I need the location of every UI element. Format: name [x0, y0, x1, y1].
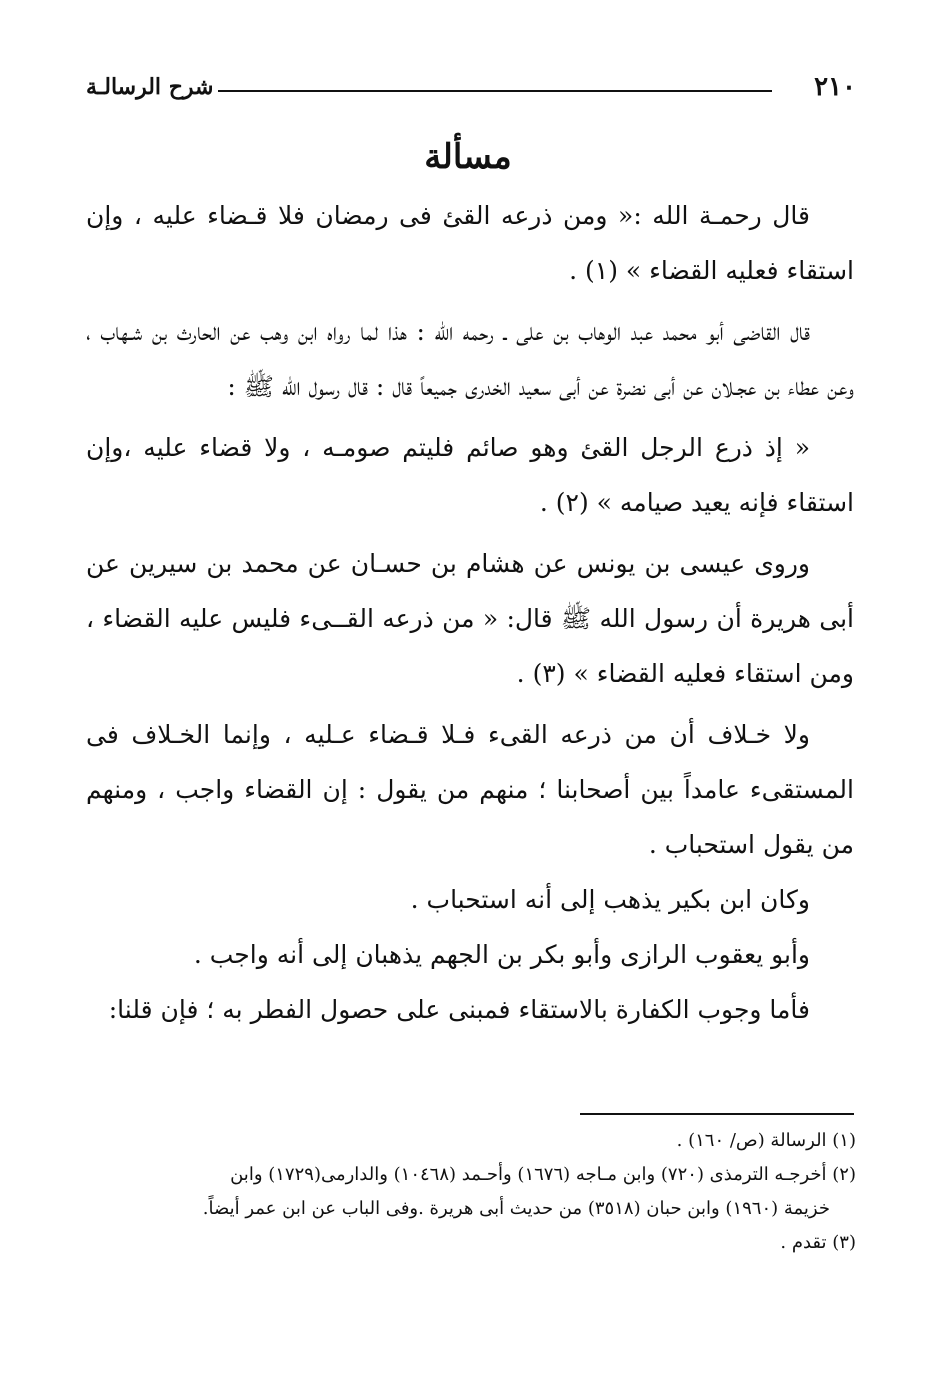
header-rule — [218, 90, 772, 92]
paragraph: « إذ ذرع الرجل القئ وهو صائم فليتم صومـه ، ولا قضاء عليه ،وإن استقاء فإنه يعيد صيامه » (٢) . — [86, 433, 854, 517]
section-title: مسألة — [424, 137, 512, 177]
paragraph: وأبو يعقوب الرازى وأبو بكر بن الجهم يذهبان إلى أنه واجب . — [193, 940, 810, 969]
footnote-1: (١) الرسالة (ص/ ١٦٠) . — [676, 1130, 856, 1151]
paragraph: فأما وجوب الكفارة بالاستقاء فمبنى على حصول الفطر به ؛ فإن قلنا: — [108, 995, 810, 1024]
page-header — [86, 70, 856, 104]
footnotes — [86, 1124, 856, 1260]
footnote-2: (٢) أخرجـه الترمذى (٧٢٠) وابن مـاجه (١٦٧٦) وأحـمد (١٠٤٦٨) والدارمى(١٧٢٩) وابن — [230, 1164, 856, 1185]
paragraph: قال القاضى أبو محمد عبد الوهاب بن على ـ رحمه الله : هذا لما رواه ابن وهب عن الحارث بن شـهاب ، وعن عطاء بن عجـلان عن أبى نضرة عن أبى سعيد الخدرى جميعاً قال : قال رسول الله ﷺ : — [86, 317, 854, 401]
footnote-3: (٣) تقدم . — [780, 1232, 856, 1253]
paragraph: ولا خـلاف أن من ذرعه القىء فـلا قـضاء عـليه ، وإنما الخـلاف فى المستقىء عامداً بين أصحابنا ؛ منهم من يقول : إن القضاء واجب ، ومنهم من يقول استحباب . — [86, 720, 854, 859]
paragraph: قال رحمـة الله :« ومن ذرعه القئ فى رمضان فلا قـضاء عليه ، وإن استقاء فعليه القضاء » (١) . — [86, 201, 854, 285]
page-number: ٢١٠ — [814, 72, 856, 102]
running-title: شرح الرسالـة — [86, 74, 214, 100]
paragraph: وكان ابن بكير يذهب إلى أنه استحباب . — [410, 885, 810, 914]
body-text — [86, 188, 854, 1037]
footnote-rule — [580, 1113, 854, 1115]
paragraph: وروى عيسى بن يونس عن هشام بن حسـان عن محمد بن سيرين عن أبى هريرة أن رسول الله ﷺ قال: « من ذرعه القــىء فليس عليه القضاء ، ومن استقاء فعليه القضاء » (٣) . — [86, 549, 854, 688]
footnote-2-continuation: خزيمة (١٩٦٠) وابن حبان (٣٥١٨) من حديث أبى هريرة .وفى الباب عن ابن عمر أيضاً. — [202, 1198, 830, 1219]
